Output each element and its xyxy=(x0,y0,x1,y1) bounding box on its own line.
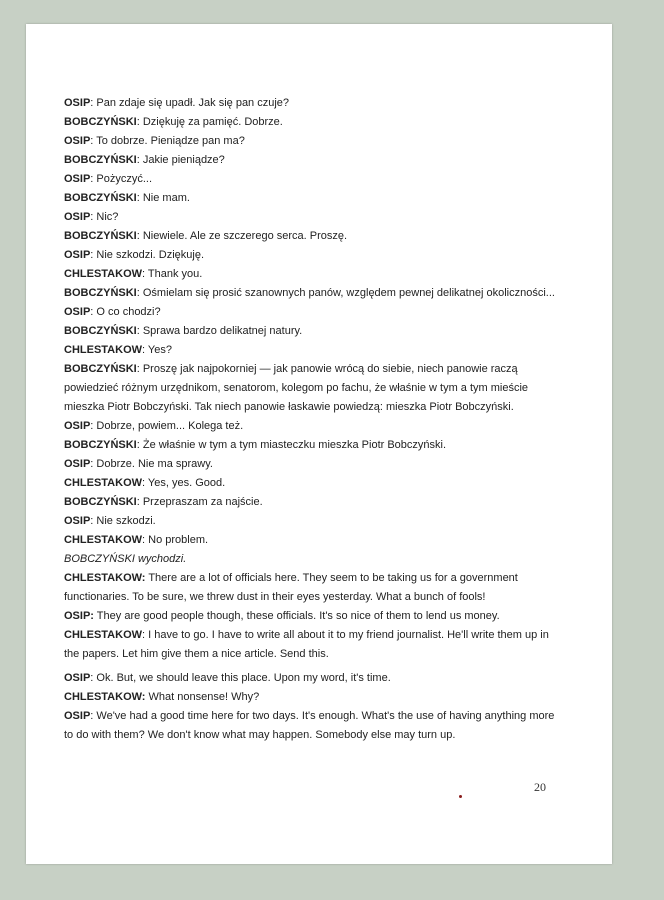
dialogue-line xyxy=(64,626,564,664)
dialogue-line xyxy=(64,246,564,265)
speaker-name: OSIP xyxy=(64,672,91,684)
speaker-name: OSIP xyxy=(64,97,91,109)
page-number: 20 xyxy=(534,780,546,794)
speaker-name: BOBCZYŃSKI xyxy=(64,325,137,337)
dialogue-line xyxy=(64,113,564,132)
speaker-name: BOBCZYŃSKI xyxy=(64,192,137,204)
dialogue-line xyxy=(64,151,564,170)
speaker-name: CHLESTAKOW xyxy=(64,344,143,356)
speaker-name: CHLESTAKOW xyxy=(64,534,143,546)
speaker-name: OSIP xyxy=(64,710,91,722)
stage-direction: BOBCZYŃSKI wychodzi. xyxy=(64,553,187,565)
speaker-name: CHLESTAKOW xyxy=(64,268,143,280)
dialogue-line xyxy=(64,341,564,360)
speaker-name: OSIP xyxy=(64,173,91,185)
speech-text: : Ośmielam się prosić szanownych panów, względem pewnej delikatnej okoliczności... xyxy=(136,287,555,299)
speaker-name: BOBCZYŃSKI xyxy=(64,363,137,375)
speaker-name: BOBCZYŃSKI xyxy=(64,154,137,166)
speech-text: : I have to go. I have to write all about it to my friend journalist. He'll write them up in the papers. Let him give them a nice article. Send this. xyxy=(64,629,549,660)
speaker-name: OSIP xyxy=(64,515,91,527)
dialogue-line xyxy=(64,493,564,512)
speech-text: : Ok. But, we should leave this place. Upon my word, it's time. xyxy=(90,672,391,684)
speech-text: : Pożyczyć... xyxy=(90,173,153,185)
dialogue-line xyxy=(64,227,564,246)
speech-text: : Dobrze. Nie ma sprawy. xyxy=(90,458,213,470)
speech-text: : Yes? xyxy=(142,344,172,356)
speech-text: : Thank you. xyxy=(142,268,203,280)
dialogue-line xyxy=(64,303,564,322)
dialogue-line xyxy=(64,512,564,531)
dialogue-line xyxy=(64,94,564,113)
speaker-name: CHLESTAKOW xyxy=(64,477,143,489)
speaker-name: OSIP: xyxy=(64,610,94,622)
speech-text: : O co chodzi? xyxy=(90,306,161,318)
dialogue-line xyxy=(64,360,564,417)
dialogue-line xyxy=(64,265,564,284)
speech-text: : We've had a good time here for two days. It's enough. What's the use of having anything more to do with them? We don't know what may happen. Somebody else may turn up. xyxy=(64,710,555,741)
speech-text: : Że właśnie w tym a tym miasteczku mieszka Piotr Bobczyński. xyxy=(136,439,447,451)
dialogue-line xyxy=(64,669,564,688)
dialogue-line xyxy=(64,132,564,151)
dialogue-line xyxy=(64,455,564,474)
dialogue-line xyxy=(64,550,564,569)
speaker-name: BOBCZYŃSKI xyxy=(64,116,137,128)
speech-text: : Jakie pieniądze? xyxy=(136,154,225,166)
speaker-name: OSIP xyxy=(64,249,91,261)
dialogue-text xyxy=(64,94,564,745)
speech-text: : Nic? xyxy=(90,211,119,223)
speech-text: : Sprawa bardzo delikatnej natury. xyxy=(136,325,303,337)
dialogue-line xyxy=(64,607,564,626)
speaker-name: OSIP xyxy=(64,135,91,147)
dialogue-line xyxy=(64,284,564,303)
speech-text: : Nie szkodzi. xyxy=(90,515,156,527)
dialogue-line xyxy=(64,688,564,707)
speech-text: There are a lot of officials here. They seem to be taking us for a government functionaries. To be sure, we threw dust in their eyes yesterday. What a bunch of fools! xyxy=(64,572,518,603)
speaker-name: CHLESTAKOW: xyxy=(64,691,146,703)
dialogue-line xyxy=(64,569,564,607)
speech-text: : Nie szkodzi. Dziękuję. xyxy=(90,249,205,261)
dialogue-line xyxy=(64,189,564,208)
dialogue-line xyxy=(64,531,564,550)
speaker-name: BOBCZYŃSKI xyxy=(64,439,137,451)
speech-text: : Dobrze, powiem... Kolega też. xyxy=(90,420,244,432)
dialogue-line xyxy=(64,417,564,436)
speech-text: : Niewiele. Ale ze szczerego serca. Proszę. xyxy=(136,230,348,242)
speech-text: What nonsense! Why? xyxy=(145,691,260,703)
speaker-name: BOBCZYŃSKI xyxy=(64,287,137,299)
speech-text: : To dobrze. Pieniądze pan ma? xyxy=(90,135,245,147)
speech-text: : Przepraszam za najście. xyxy=(136,496,263,508)
speaker-name: OSIP xyxy=(64,211,91,223)
dialogue-line xyxy=(64,436,564,455)
speech-text: : Nie mam. xyxy=(136,192,190,204)
speaker-name: CHLESTAKOW: xyxy=(64,572,146,584)
speech-text: : No problem. xyxy=(142,534,209,546)
dialogue-line xyxy=(64,208,564,227)
ink-speck xyxy=(459,795,462,798)
dialogue-line xyxy=(64,322,564,341)
speech-text: They are good people though, these officials. It's so nice of them to lend us money. xyxy=(93,610,500,622)
speaker-name: CHLESTAKOW xyxy=(64,629,143,641)
dialogue-line xyxy=(64,474,564,493)
speaker-name: BOBCZYŃSKI xyxy=(64,496,137,508)
speech-text: : Dziękuję za pamięć. Dobrze. xyxy=(136,116,283,128)
speaker-name: OSIP xyxy=(64,306,91,318)
speaker-name: BOBCZYŃSKI xyxy=(64,230,137,242)
dialogue-line xyxy=(64,707,564,745)
speaker-name: OSIP xyxy=(64,420,91,432)
speech-text: : Yes, yes. Good. xyxy=(142,477,226,489)
speaker-name: OSIP xyxy=(64,458,91,470)
dialogue-line xyxy=(64,170,564,189)
speech-text: : Proszę jak najpokorniej — jak panowie wrócą do siebie, niech panowie raczą powiedzieć różnym urzędnikom, senatorom, kolegom po fachu, że właśnie w tym a tym mieście mieszka Piotr Bobczyński. Tak niech panowie łaskawie powiedzą: mieszka Piotr Bobczyński. xyxy=(64,363,529,413)
speech-text: : Pan zdaje się upadł. Jak się pan czuje? xyxy=(90,97,290,109)
